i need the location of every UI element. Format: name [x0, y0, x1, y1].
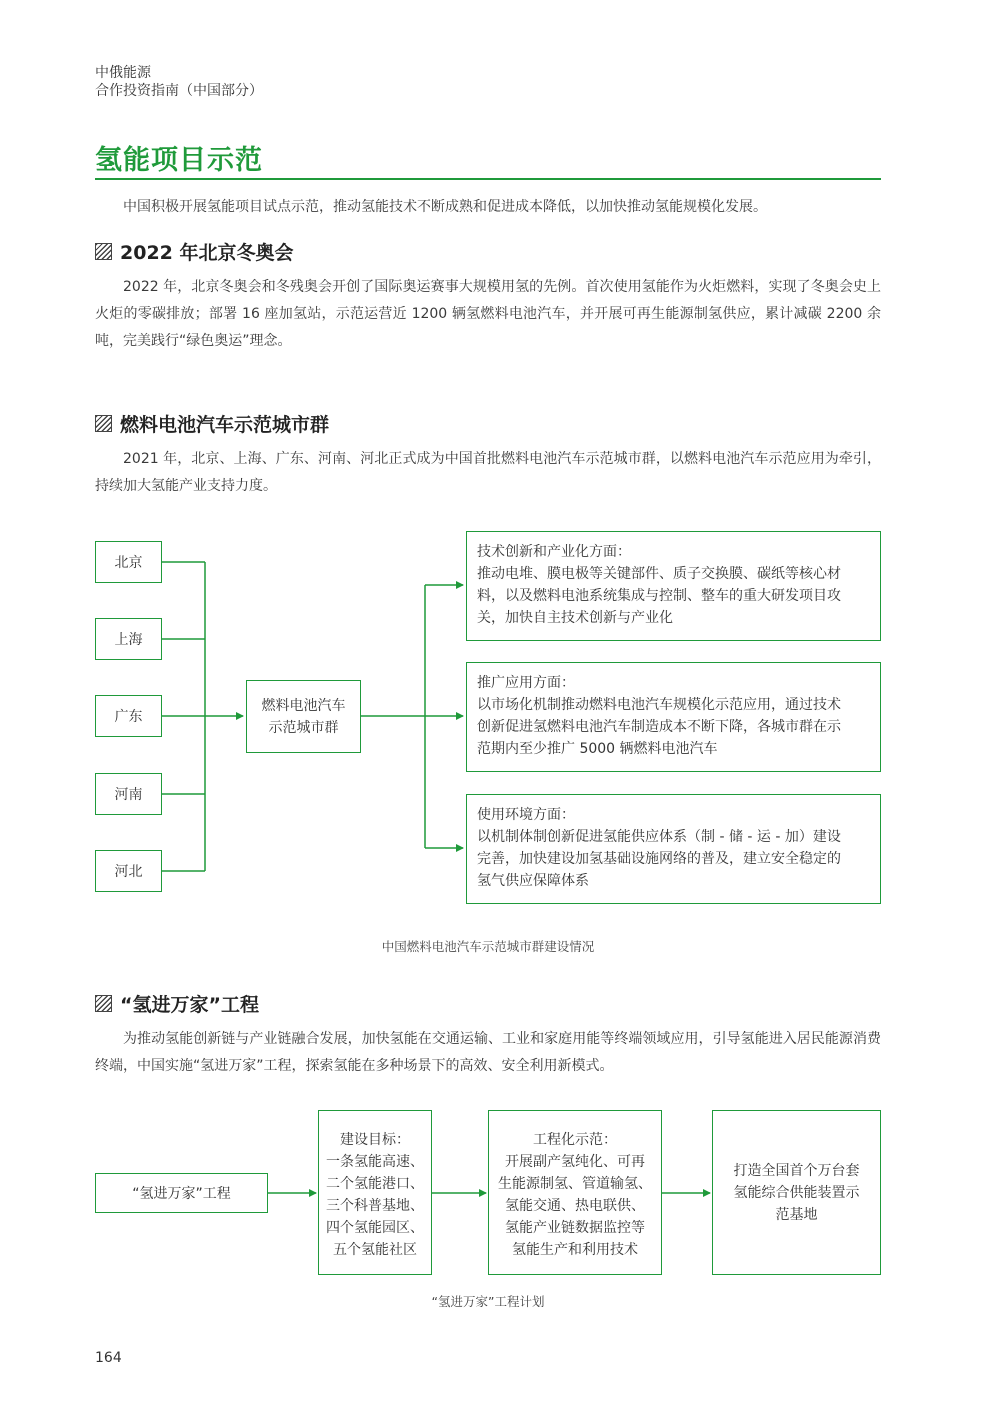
- page-title: 氢能项目示范: [95, 145, 263, 176]
- intro-paragraph: 中国积极开展氢能项目试点示范，推动氢能技术不断成熟和促进成本降低，以加快推动氢能规模化发展。: [123, 199, 767, 215]
- result-line: 打造全国首个万台套: [733, 1163, 860, 1179]
- center-box-city-cluster: [246, 680, 361, 753]
- aspect-box-promotion: [466, 662, 881, 772]
- city-box-hebei: 河北: [95, 850, 162, 892]
- running-header-title: 中俄能源: [95, 65, 151, 81]
- city-box-shanghai: 上海: [95, 618, 162, 660]
- diagram2-caption: “氢进万家”工程计划: [431, 1294, 545, 1309]
- city-box-henan: 河南: [95, 773, 162, 815]
- center-box-line: 示范城市群: [268, 720, 339, 736]
- engineering-title: 工程化示范：: [533, 1132, 617, 1148]
- aspect-title: 推广应用方面：: [477, 675, 575, 691]
- engineering-line: 开展副产氢纯化、可再: [505, 1154, 645, 1170]
- goals-line: 三个科普基地、: [326, 1198, 424, 1214]
- aspect-line: 完善，加快建设加氢基础设施网络的普及，建立安全稳定的: [477, 851, 841, 867]
- goals-line: 四个氢能园区、: [326, 1220, 424, 1236]
- aspect-box-environment: [466, 794, 881, 904]
- goals-title: 建设目标：: [340, 1132, 410, 1148]
- aspect-line: 创新促进氢燃料电池汽车制造成本不断下降，各城市群在示: [477, 719, 841, 735]
- goals-line: 五个氢能社区: [333, 1242, 417, 1258]
- city-box-beijing: 北京: [95, 541, 162, 583]
- result-line: 范基地: [775, 1207, 818, 1223]
- aspect-line: 关，加快自主技术创新与产业化: [477, 610, 673, 626]
- section-heading-text: 2022 年北京冬奥会: [120, 242, 294, 264]
- section-heading-text: “氢进万家”工程: [120, 994, 259, 1016]
- aspect-title: 技术创新和产业化方面：: [477, 544, 631, 560]
- goals-line: 二个氢能港口、: [326, 1176, 424, 1192]
- engineering-line: 生能源制氢、管道输氢、: [498, 1176, 652, 1192]
- result-line: 氢能综合供能装置示: [733, 1185, 860, 1201]
- page-number: 164: [95, 1350, 122, 1366]
- engineering-line: 氢能交通、热电联供、: [505, 1198, 645, 1214]
- city-box-guangdong: 广东: [95, 695, 162, 737]
- aspect-line: 推动电堆、膜电极等关键部件、质子交换膜、碳纸等核心材: [477, 566, 841, 582]
- center-box-line: 燃料电池汽车: [261, 698, 346, 714]
- aspect-line: 以市场化机制推动燃料电池汽车规模化示范应用，通过技术: [477, 697, 841, 713]
- section-heading-hydrogen-homes: [95, 990, 259, 1017]
- aspect-line: 料，以及燃料电池系统集成与控制、整车的重大研发项目攻: [477, 588, 841, 604]
- section-heading-text: 燃料电池汽车示范城市群: [120, 414, 330, 436]
- aspect-line: 范期内至少推广 5000 辆燃料电池汽车: [477, 741, 718, 757]
- section-body-olympics: 2022 年，北京冬奥会和冬残奥会开创了国际奥运赛事大规模用氢的先例。首次使用氢能作为火炬燃料，实现了冬奥会史上火炬的零碳排放；部署 16 座加氢站，示范运营近 1200 辆氢燃料电池汽车，并开展可再生能源制氢供应，累计减碳 2200 余吨，完美践行“绿色奥运”理念。: [95, 279, 881, 349]
- section-body-hydrogen-homes: 为推动氢能创新链与产业链融合发展，加快氢能在交通运输、工业和家庭用能等终端领域应用，引导氢能进入居民能源消费终端，中国实施“氢进万家”工程，探索氢能在多种场景下的高效、安全利用新模式。: [95, 1031, 881, 1074]
- aspect-title: 使用环境方面：: [477, 807, 575, 823]
- running-header-subtitle: 合作投资指南（中国部分）: [95, 83, 263, 99]
- engineering-line: 氢能生产和利用技术: [512, 1242, 638, 1258]
- section-body-fuelcell: 2021 年，北京、上海、广东、河南、河北正式成为中国首批燃料电池汽车示范城市群，以燃料电池汽车示范应用为牵引，持续加大氢能产业支持力度。: [95, 451, 881, 494]
- diagram1-caption: 中国燃料电池汽车示范城市群建设情况: [381, 939, 595, 954]
- project-start-box: “氢进万家”工程: [95, 1173, 268, 1213]
- goals-box: [318, 1110, 432, 1275]
- engineering-box: [488, 1110, 662, 1275]
- aspect-line: 以机制体制创新促进氢能供应体系（制 - 储 - 运 - 加）建设: [477, 829, 841, 845]
- aspect-box-innovation: [466, 531, 881, 641]
- section-marker-icon: [95, 995, 112, 1012]
- engineering-line: 氢能产业链数据监控等: [505, 1220, 645, 1236]
- goals-line: 一条氢能高速、: [326, 1154, 424, 1170]
- aspect-line: 氢气供应保障体系: [477, 873, 589, 889]
- result-box: [712, 1110, 881, 1275]
